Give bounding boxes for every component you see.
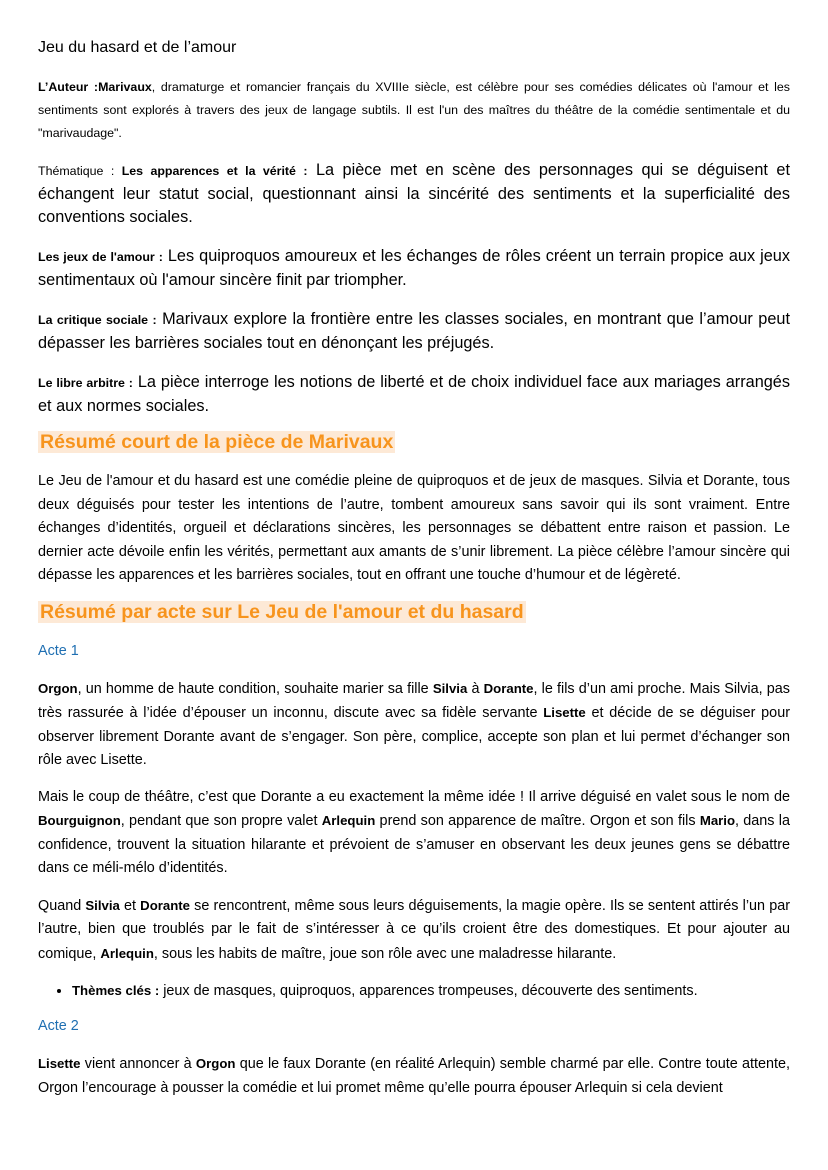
- body-text: vient annoncer à: [80, 1056, 196, 1072]
- section-heading-resume-court: [38, 428, 790, 458]
- character-name: Bourguignon: [38, 813, 121, 828]
- character-name: Lisette: [38, 1056, 81, 1071]
- author-paragraph: [38, 76, 790, 145]
- theme-paragraph-apparences: [38, 159, 790, 229]
- theme-prefix: Thématique :: [38, 164, 122, 178]
- character-name: Mario: [699, 813, 735, 828]
- list-item: [72, 979, 790, 1003]
- character-name: Dorante: [140, 897, 190, 913]
- body-text: et: [119, 897, 141, 914]
- theme-paragraph-jeux: [38, 245, 790, 292]
- document-page: [38, 36, 790, 1113]
- body-text: à: [467, 680, 484, 697]
- act-2-paragraph-1: [38, 1052, 790, 1100]
- body-text: se rencontrent, même sous leurs déguisements, la magie opère. Ils se sentent attirés l’un par l’autre, bien que troublés par le fait de s’intéresser à ce qu’ils croient être des domestiques. Et pour ajouter au comique,: [38, 897, 790, 962]
- author-text: , dramaturge et romancier français du XVIIIe siècle, est célèbre pour ses comédies délicates où l'amour et les sentiments sont explorés à travers des jeux de langage subtils. Il est l'un des maîtres du théâtre de la comédie sentimentale et du "marivaudage".: [38, 80, 790, 140]
- section-heading-resume-acte: [38, 598, 790, 628]
- theme-paragraph-critique: [38, 308, 790, 355]
- character-name: Orgon: [195, 1056, 236, 1071]
- resume-court-paragraph: Le Jeu de l'amour et du hasard est une comédie pleine de quiproquos et de jeux de masques. Silvia et Dorante, tous deux déguisés pour tester les intentions de l’autre, tombent amoureux sans savoir qui ils sont vraiment. Entre échanges d’identités, orgueil et déclarations sincères, les personnages se débattent entre raison et passion. Le dernier acte dévoile enfin les vérités, permettant aux amants de s’unir librement. La pièce célèbre l’amour sincère qui dépasse les apparences et les barrières sociales, tout en offrant une touche d’humour et de légèreté.: [38, 473, 790, 583]
- body-text: Quand: [38, 897, 86, 914]
- body-text: que le faux Dorante (en réalité Arlequin) semble charmé par elle. Contre toute attente, Orgon l’encourage à pousser la comédie et lui promet même qu’elle pourra épouser Arlequin si cela devient: [38, 1056, 790, 1096]
- act-1-paragraph-2: [38, 786, 790, 881]
- highlighted-heading: Résumé par acte sur Le Jeu de l'amour et du hasard: [40, 600, 524, 623]
- body-text: , pendant que son propre valet: [120, 813, 322, 829]
- character-name: Silvia: [432, 680, 468, 696]
- body-text: prend son apparence de maître. Orgon et son fils: [375, 813, 700, 829]
- body-text: , dans la confidence, trouvent la situation hilarante et prévoient de s’amuser en observant les deux jeunes gens se débattre dans ce méli-mélo d’identités.: [38, 813, 790, 876]
- bullet-text: jeux de masques, quiproquos, apparences trompeuses, découverte des sentiments.: [159, 983, 698, 999]
- act-2-heading: Acte 2: [38, 1018, 79, 1034]
- act-1-themes-list: [38, 979, 790, 1003]
- act-1-paragraph-1: [38, 677, 790, 773]
- body-text: , un homme de haute condition, souhaite marier sa fille: [77, 680, 433, 697]
- body-text: , sous les habits de maître, joue son rôle avec une maladresse hilarante.: [153, 945, 617, 962]
- theme-label: Les jeux de l'amour :: [38, 250, 163, 264]
- author-label: L’Auteur :: [38, 80, 99, 94]
- character-name: Silvia: [85, 897, 120, 913]
- highlighted-heading: Résumé court de la pièce de Marivaux: [40, 431, 394, 453]
- bullet-label: Thèmes clés :: [72, 983, 160, 998]
- theme-text: Marivaux explore la frontière entre les classes sociales, en montrant que l’amour peut dépasser les barrières sociales tout en dénonçant les préjugés.: [38, 310, 790, 352]
- theme-label: La critique sociale :: [38, 313, 157, 327]
- character-name: Orgon: [38, 680, 78, 696]
- character-name: Arlequin: [100, 945, 154, 961]
- body-text: Mais le coup de théâtre, c’est que Dorante a eu exactement la même idée ! Il arrive déguisé en valet sous le nom de: [38, 788, 790, 805]
- theme-paragraph-arbitre: [38, 371, 790, 418]
- document-title: Jeu du hasard et de l’amour: [38, 39, 237, 56]
- body-text: et décide de se déguiser pour observer librement Dorante avant de s’engager. Son père, complice, accepte son plan et lui permet d’échanger son rôle avec Lisette.: [38, 705, 790, 768]
- theme-label: Les apparences et la vérité :: [121, 164, 308, 178]
- act-1-heading: Acte 1: [38, 642, 79, 659]
- author-name: Marivaux: [98, 80, 152, 94]
- theme-text: La pièce met en scène des personnages qui se déguisent et échangent leur statut social, questionnant ainsi la sincérité des sentiments et la superficialité des conventions sociales.: [38, 161, 790, 226]
- theme-label: Le libre arbitre :: [38, 376, 133, 390]
- character-name: Arlequin: [321, 813, 376, 828]
- theme-text: La pièce interroge les notions de liberté et de choix individuel face aux mariages arrangés et aux normes sociales.: [38, 373, 790, 415]
- body-text: , le fils d’un ami proche. Mais Silvia, pas très rassurée à l’idée d’épouser un inconnu, discute avec sa fidèle servante: [38, 680, 790, 721]
- act-1-paragraph-3: [38, 894, 790, 967]
- theme-text: Les quiproquos amoureux et les échanges de rôles créent un terrain propice aux jeux sentimentaux où l'amour sincère finit par triompher.: [38, 247, 791, 289]
- character-name: Lisette: [543, 705, 586, 720]
- character-name: Dorante: [483, 680, 534, 696]
